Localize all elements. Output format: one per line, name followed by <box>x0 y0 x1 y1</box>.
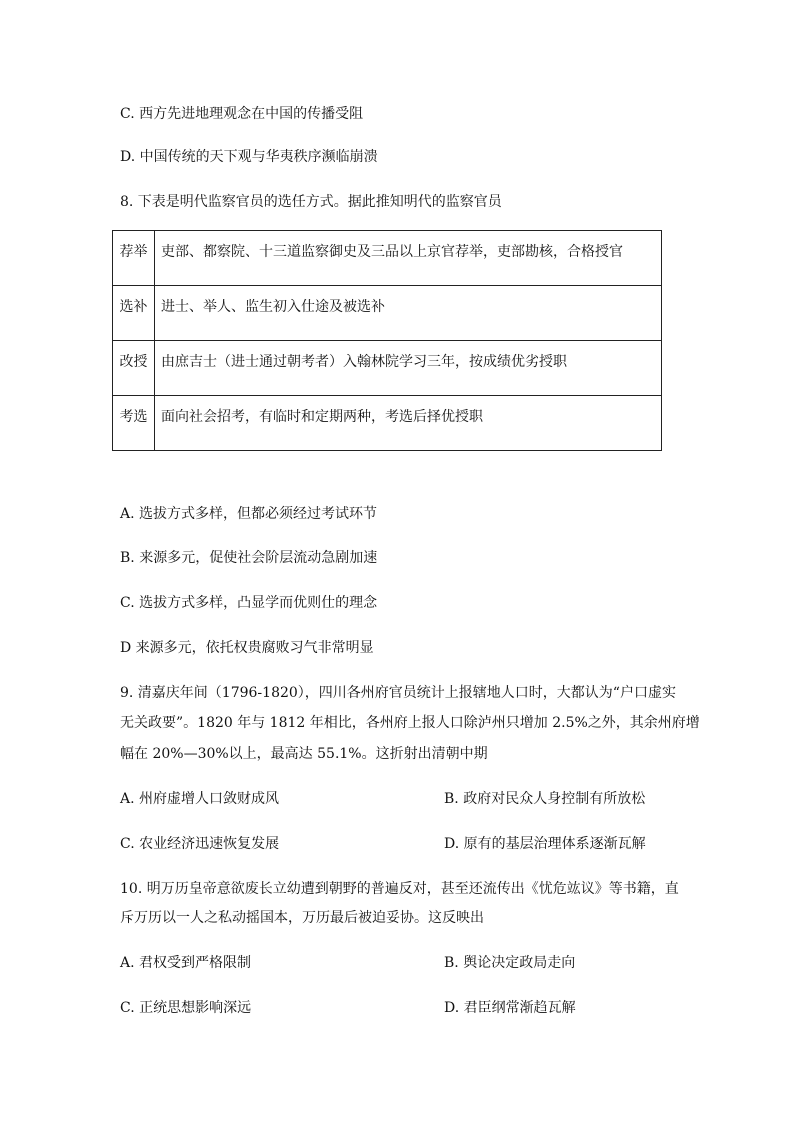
option-d: D. 原有的基层治理体系逐渐瓦解 <box>444 836 646 852</box>
option-c: C. 正统思想影响深远 <box>120 1000 252 1016</box>
method-description: 面向社会招考，有临时和定期两种，考选后择优授职 <box>155 396 662 451</box>
question-stem-line-1: 10. 明万历皇帝意欲废长立幼遭到朝野的普遍反对，甚至还流传出《忧危竑议》等书籍，直 <box>120 881 679 897</box>
question-stem-line-3: 幅在 20%—30%以上，最高达 55.1%。这折射出清朝中期 <box>120 746 488 762</box>
option-d: D. 君臣纲常渐趋瓦解 <box>444 1000 576 1016</box>
question-stem-line-2: 斥万历以一人之私动摇国本，万历最后被迫妥协。这反映出 <box>120 910 484 926</box>
method-name: 荐举 <box>113 231 155 286</box>
option-a: A. 君权受到严格限制 <box>120 955 252 971</box>
table-row <box>113 341 662 396</box>
option-b: B. 舆论决定政局走向 <box>444 955 576 971</box>
option-a: A. 选拔方式多样，但都必须经过考试环节 <box>120 506 378 522</box>
method-name: 改授 <box>113 341 155 396</box>
method-description: 由庶吉士（进士通过朝考者）入翰林院学习三年，按成绩优劣授职 <box>155 341 662 396</box>
method-name: 考选 <box>113 396 155 451</box>
method-description: 进士、举人、监生初入仕途及被选补 <box>155 286 662 341</box>
option-b: B. 来源多元，促使社会阶层流动急剧加速 <box>120 550 378 566</box>
selection-methods-table <box>112 230 662 451</box>
option-b: B. 政府对民众人身控制有所放松 <box>444 791 646 807</box>
table-row <box>113 231 662 286</box>
option-d: D 来源多元，依托权贵腐败习气非常明显 <box>120 640 374 656</box>
question-stem: 8. 下表是明代监察官员的选任方式。据此推知明代的监察官员 <box>120 194 502 210</box>
method-name: 选补 <box>113 286 155 341</box>
method-description: 吏部、都察院、十三道监察御史及三品以上京官荐举，吏部勘核，合格授官 <box>155 231 662 286</box>
table-row <box>113 286 662 341</box>
option-d: D. 中国传统的天下观与华夷秩序濒临崩溃 <box>120 149 378 165</box>
question-stem-line-2: 无关政要”。1820 年与 1812 年相比，各州府上报人口除泸州只增加 2.5%之外，其余州府增 <box>120 715 700 731</box>
option-a: A. 州府虚增人口敛财成风 <box>120 791 280 807</box>
question-stem-line-1: 9. 清嘉庆年间（1796-1820），四川各州府官员统计上报辖地人口时，大都认为“户口虚实 <box>120 685 676 701</box>
table-row <box>113 396 662 451</box>
option-c: C. 选拔方式多样，凸显学而优则仕的理念 <box>120 595 378 611</box>
option-c: C. 农业经济迅速恢复发展 <box>120 836 280 852</box>
option-c: C. 西方先进地理观念在中国的传播受阻 <box>120 106 364 122</box>
